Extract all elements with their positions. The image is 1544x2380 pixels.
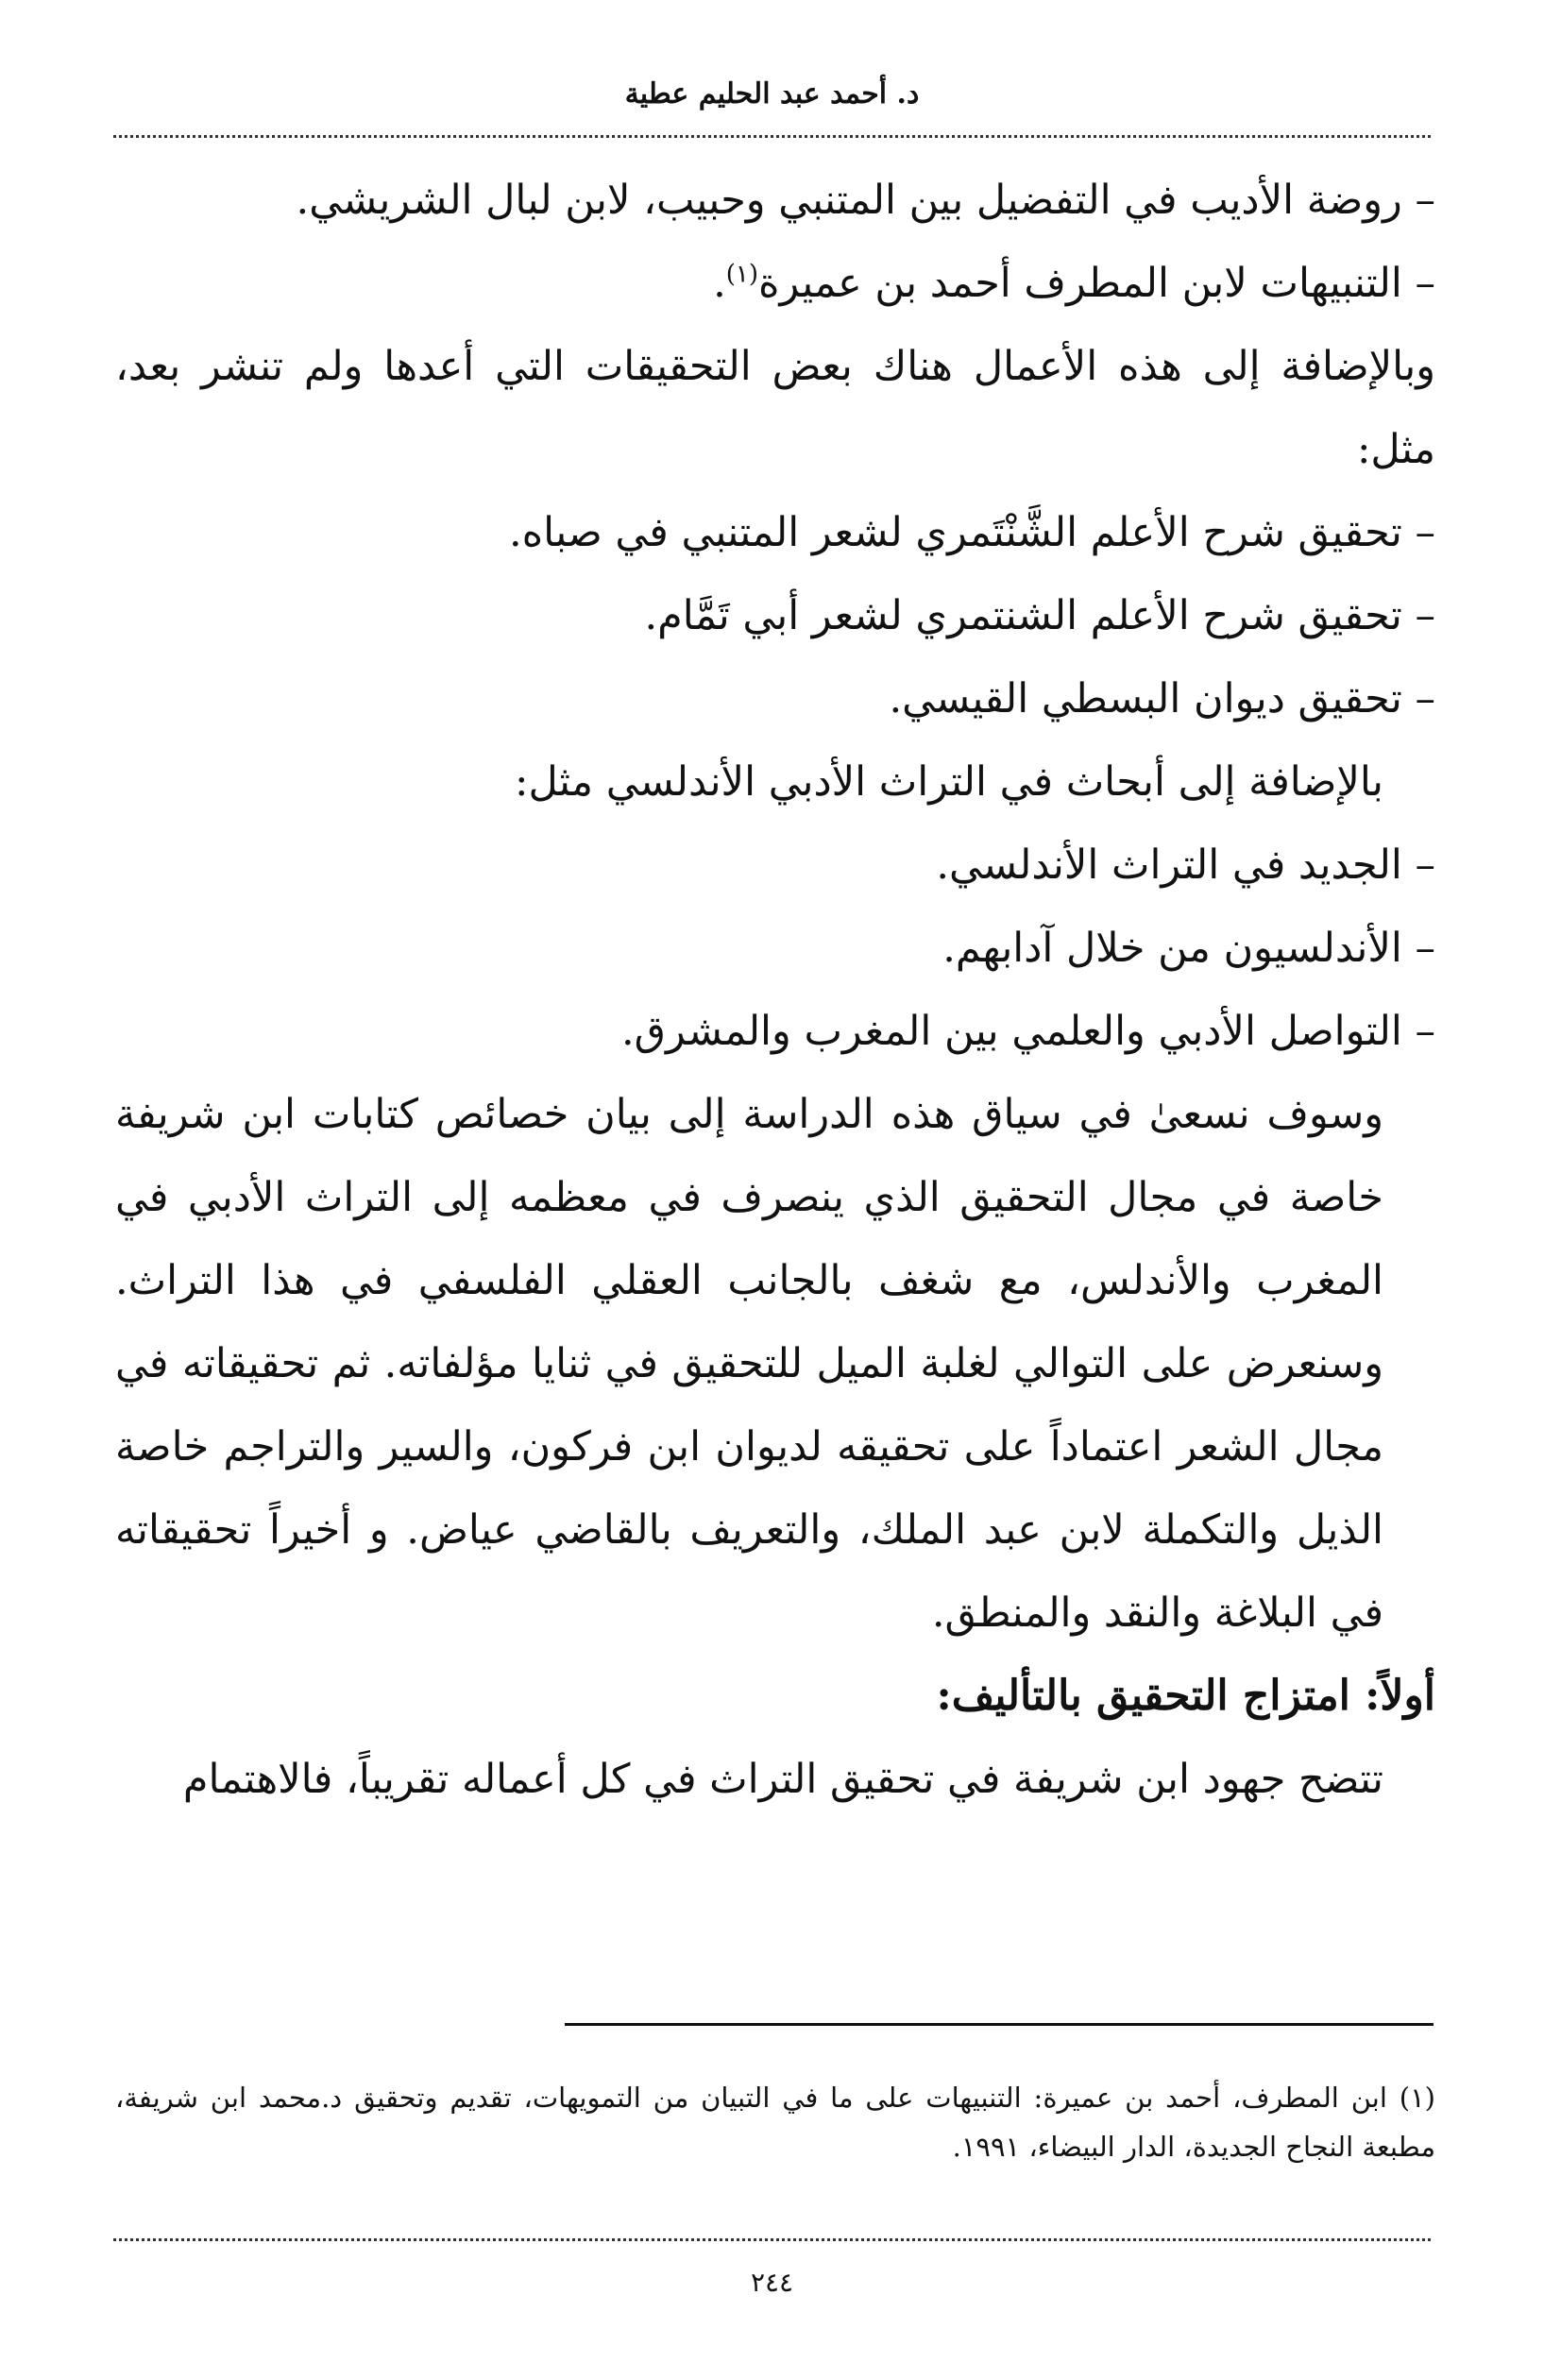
page-number: ٢٤٤ (750, 2267, 794, 2298)
footnote: (١) ابن المطرف، أحمد بن عميرة: التنبيهات على ما في التبيان من التمويهات، تقديم وتحقيق د.محمد ابن شريفة، مطبعة النجاح الجديدة، الدار البيضاء، ١٩٩١. (115, 2082, 1435, 2163)
list-item-end: . (713, 260, 726, 307)
header-rule (113, 135, 1431, 138)
body-text (115, 159, 1435, 1821)
list-item: – تحقيق شرح الأعلم الشنتمري لشعر أبي تَمَّام. (644, 592, 1435, 639)
list-item: – الجديد في التراث الأندلسي. (936, 842, 1435, 889)
list-item-text: – التنبيهات لابن المطرف أحمد بن عميرة (758, 260, 1435, 307)
list-item: – روضة الأديب في التفضيل بين المتنبي وحبيب، لابن لبال الشريشي. (296, 177, 1435, 224)
list-item: – الأندلسيون من خلال آدابهم. (942, 925, 1435, 972)
main-paragraph: وسوف نسعىٰ في سياق هذه الدراسة إلى بيان خصائص كتابات ابن شريفة خاصة في مجال التحقيق الذي ينصرف في معظمه إلى التراث الأدبي في المغرب والأندلس، مع شغف بالجانب العقلي الفلسفي في هذا التراث. وسنعرض على التوالي لغلبة الميل للتحقيق في ثنايا مؤلفاته. ثم تحقيقاته في مجال الشعر اعتماداً على تحقيقه لديوان ابن فركون، والسير والتراجم خاصة الذيل والتكملة لابن عبد الملك، والتعريف بالقاضي عياض. و أخيراً تحقيقاته في البلاغة والنقد والمنطق. (115, 1091, 1383, 1637)
footer-rule (113, 2238, 1431, 2241)
list-item: – تحقيق شرح الأعلم الشَّنْتَمري لشعر المتنبي في صباه. (508, 509, 1435, 556)
list-item: – التواصل الأدبي والعلمي بين المغرب والمشرق. (620, 1008, 1435, 1055)
list-item: – تحقيق ديوان البسطي القيسي. (889, 675, 1435, 722)
research-intro: بالإضافة إلى أبحاث في التراث الأدبي الأندلسي مثل: (514, 758, 1383, 806)
footnote-rule (565, 2023, 1434, 2026)
last-line: تتضح جهود ابن شريفة في تحقيق التراث في كل أعماله تقريباً، فالاهتمام (182, 1756, 1383, 1803)
intro-paragraph: وبالإضافة إلى هذه الأعمال هناك بعض التحقيقات التي أعدها ولم تنشر بعد، مثل: (115, 343, 1435, 473)
footnote-reference[interactable]: (١) (725, 260, 759, 289)
list-item-with-note (115, 242, 1435, 325)
section-heading: أولاً: امتزاج التحقيق بالتأليف: (936, 1672, 1435, 1720)
running-header: د. أحمد عبد الحليم عطية (624, 77, 920, 110)
